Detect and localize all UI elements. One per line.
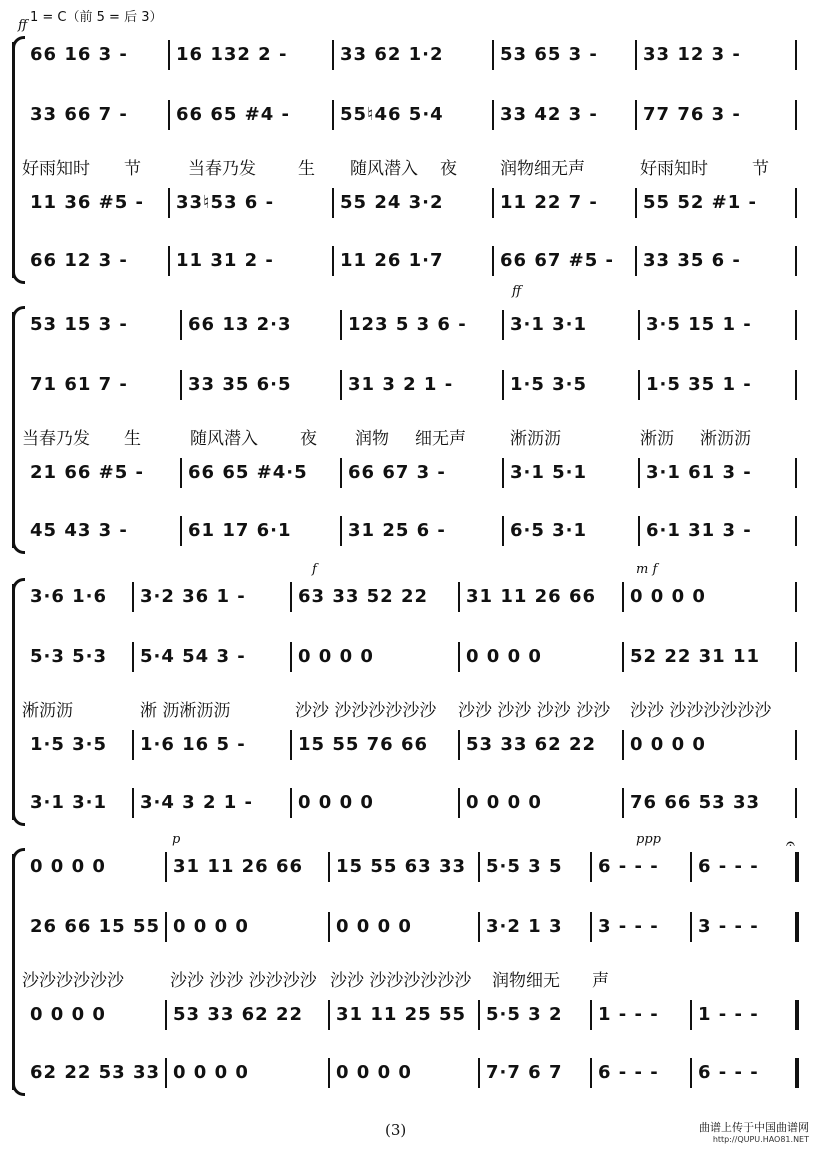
measure: 55 24 3·2	[340, 192, 444, 213]
barline	[458, 730, 460, 760]
measure: 66 12 3 -	[30, 250, 128, 271]
score-system	[0, 832, 813, 1098]
lyric-text: 沙沙 沙沙沙沙沙沙	[295, 701, 437, 721]
lyric-text: 沙沙沙沙沙沙	[22, 971, 124, 991]
barline	[795, 370, 797, 400]
barline	[328, 1058, 330, 1088]
measure: 0 0 0 0	[466, 646, 542, 667]
measure: 11 31 2 -	[176, 250, 274, 271]
barline	[458, 788, 460, 818]
watermark-url: http://QUPU.HAO81.NET	[712, 1135, 809, 1144]
lyric-text: 好雨知时	[640, 159, 708, 179]
measure: 66 65 #4·5	[188, 462, 308, 483]
barline	[328, 912, 330, 942]
lyrics-line	[0, 154, 813, 180]
staff-voice-1	[0, 852, 813, 882]
measure: 1·5 3·5	[510, 374, 588, 395]
lyric-text: 夜	[440, 159, 457, 179]
measure: 33 12 3 -	[643, 44, 741, 65]
measure: 53 33 62 22	[466, 734, 596, 755]
measure: 77 76 3 -	[643, 104, 741, 125]
barline	[690, 1058, 692, 1088]
measure: 5·4 54 3 -	[140, 646, 246, 667]
measure: 52 22 31 11	[630, 646, 760, 667]
measure: 66 67 3 -	[348, 462, 446, 483]
measure: 33 66 7 -	[30, 104, 128, 125]
barline	[590, 912, 592, 942]
score-system	[0, 562, 813, 828]
staff-voice-1	[0, 582, 813, 612]
barline	[290, 582, 292, 612]
lyric-text: 声	[592, 971, 609, 991]
barline	[795, 912, 799, 942]
staff-voice-3	[0, 730, 813, 760]
staff-voice-2	[0, 100, 813, 130]
measure: 53 15 3 -	[30, 314, 128, 335]
barline	[328, 852, 330, 882]
measure: 0 0 0 0	[466, 792, 542, 813]
barline	[180, 458, 182, 488]
barline	[795, 582, 797, 612]
lyric-text: 淅沥沥	[22, 701, 73, 721]
key-signature: 1 = C（前 5 = 后 3）	[30, 10, 163, 25]
barline	[590, 1058, 592, 1088]
barline	[132, 788, 134, 818]
barline	[165, 912, 167, 942]
barline	[622, 788, 624, 818]
barline	[795, 188, 797, 218]
measure: 5·3 5·3	[30, 646, 108, 667]
barline	[340, 458, 342, 488]
staff-voice-3	[0, 458, 813, 488]
measure: 1·5 3·5	[30, 734, 108, 755]
measure: 0 0 0 0	[630, 586, 706, 607]
measure: 11 22 7 -	[500, 192, 598, 213]
barline	[795, 788, 797, 818]
barline	[340, 516, 342, 546]
measure: 6 - - -	[698, 856, 759, 877]
barline	[290, 730, 292, 760]
barline	[795, 516, 797, 546]
staff-voice-4	[0, 516, 813, 546]
measure: 61 17 6·1	[188, 520, 292, 541]
measure: 0 0 0 0	[173, 1062, 249, 1083]
measure: 11 36 #5 -	[30, 192, 144, 213]
measure: 33♮53 6 -	[176, 192, 275, 213]
lyric-text: 当春乃发	[22, 429, 90, 449]
measure: 33 35 6·5	[188, 374, 292, 395]
measure: 1 - - -	[698, 1004, 759, 1025]
lyric-text: 节	[752, 159, 769, 179]
barline	[332, 100, 334, 130]
lyric-text: 夜	[300, 429, 317, 449]
barline	[180, 370, 182, 400]
page-number: (3)	[385, 1121, 407, 1139]
lyrics-line	[0, 424, 813, 450]
staff-voice-4	[0, 1058, 813, 1088]
barline	[638, 370, 640, 400]
measure: 3·1 3·1	[30, 792, 108, 813]
measure: 6·5 3·1	[510, 520, 588, 541]
barline	[622, 642, 624, 672]
measure: 55♮46 5·4	[340, 104, 444, 125]
barline	[168, 100, 170, 130]
barline	[132, 730, 134, 760]
measure: 7·7 6 7	[486, 1062, 563, 1083]
measure: 26 66 15 55	[30, 916, 160, 937]
barline	[635, 188, 637, 218]
lyric-text: 好雨知时	[22, 159, 90, 179]
barline	[165, 1058, 167, 1088]
barline	[132, 642, 134, 672]
measure: 31 11 25 55	[336, 1004, 466, 1025]
measure: 55 52 #1 -	[643, 192, 757, 213]
lyric-text: 沙沙 沙沙 沙沙沙沙	[170, 971, 317, 991]
barline	[478, 1000, 480, 1030]
dynamic-marking: p	[172, 832, 181, 847]
lyric-text: 润物细无声	[500, 159, 585, 179]
score-system	[0, 18, 813, 286]
measure: 66 13 2·3	[188, 314, 292, 335]
barline	[590, 852, 592, 882]
dynamic-marking: f	[312, 562, 317, 577]
measure: 3·4 3 2 1 -	[140, 792, 253, 813]
dynamic-marking: ff	[512, 284, 522, 299]
barline	[622, 582, 624, 612]
fermata-icon: 𝄐	[786, 834, 795, 853]
staff-voice-2	[0, 912, 813, 942]
barline	[332, 40, 334, 70]
barline	[340, 370, 342, 400]
barline	[795, 100, 797, 130]
measure: 3·2 1 3	[486, 916, 563, 937]
staff-voice-4	[0, 246, 813, 276]
barline	[492, 246, 494, 276]
staff-voice-3	[0, 188, 813, 218]
lyric-text: 随风潜入	[350, 159, 418, 179]
measure: 15 55 63 33	[336, 856, 466, 877]
barline	[492, 40, 494, 70]
barline	[502, 516, 504, 546]
barline	[180, 310, 182, 340]
barline	[332, 188, 334, 218]
barline	[340, 310, 342, 340]
measure: 71 61 7 -	[30, 374, 128, 395]
measure: 0 0 0 0	[630, 734, 706, 755]
lyric-text: 沙沙 沙沙沙沙沙沙	[630, 701, 772, 721]
lyric-text: 沙沙 沙沙沙沙沙沙	[330, 971, 472, 991]
measure: 0 0 0 0	[298, 792, 374, 813]
lyrics-line	[0, 966, 813, 992]
measure: 5·5 3 2	[486, 1004, 563, 1025]
measure: 31 11 26 66	[173, 856, 303, 877]
measure: 66 67 #5 -	[500, 250, 614, 271]
measure: 1·5 35 1 -	[646, 374, 752, 395]
barline	[795, 852, 799, 882]
measure: 15 55 76 66	[298, 734, 428, 755]
barline	[638, 516, 640, 546]
barline	[795, 1000, 799, 1030]
measure: 0 0 0 0	[30, 1004, 106, 1025]
measure: 45 43 3 -	[30, 520, 128, 541]
barline	[458, 642, 460, 672]
barline	[168, 188, 170, 218]
measure: 3·5 15 1 -	[646, 314, 752, 335]
measure: 33 42 3 -	[500, 104, 598, 125]
barline	[690, 1000, 692, 1030]
barline	[132, 582, 134, 612]
measure: 63 33 52 22	[298, 586, 428, 607]
lyric-text: 生	[124, 429, 141, 449]
lyric-text: 润物	[355, 429, 389, 449]
measure: 5·5 3 5	[486, 856, 563, 877]
measure: 62 22 53 33	[30, 1062, 160, 1083]
lyric-text: 细无声	[415, 429, 466, 449]
barline	[795, 310, 797, 340]
staff-voice-1	[0, 40, 813, 70]
measure: 6·1 31 3 -	[646, 520, 752, 541]
barline	[690, 852, 692, 882]
barline	[168, 40, 170, 70]
measure: 3 - - -	[598, 916, 659, 937]
measure: 3·2 36 1 -	[140, 586, 246, 607]
barline	[622, 730, 624, 760]
lyric-text: 沙沙 沙沙 沙沙 沙沙	[458, 701, 611, 721]
lyric-text: 淅 沥淅沥沥	[140, 701, 231, 721]
barline	[638, 458, 640, 488]
barline	[328, 1000, 330, 1030]
measure: 1 - - -	[598, 1004, 659, 1025]
dynamic-marking: m f	[636, 562, 658, 577]
measure: 3·1 5·1	[510, 462, 588, 483]
measure: 3·1 61 3 -	[646, 462, 752, 483]
barline	[168, 246, 170, 276]
staff-voice-2	[0, 370, 813, 400]
barline	[590, 1000, 592, 1030]
barline	[180, 516, 182, 546]
lyric-text: 生	[298, 159, 315, 179]
barline	[795, 1058, 799, 1088]
measure: 123 5 3 6 -	[348, 314, 467, 335]
lyric-text: 淅沥沥	[700, 429, 751, 449]
measure: 11 26 1·7	[340, 250, 444, 271]
measure: 33 35 6 -	[643, 250, 741, 271]
measure: 6 - - -	[698, 1062, 759, 1083]
measure: 31 25 6 -	[348, 520, 446, 541]
barline	[492, 188, 494, 218]
score-system	[0, 284, 813, 556]
measure: 53 65 3 -	[500, 44, 598, 65]
barline	[165, 852, 167, 882]
barline	[795, 40, 797, 70]
barline	[492, 100, 494, 130]
lyrics-line	[0, 696, 813, 722]
measure: 33 62 1·2	[340, 44, 444, 65]
measure: 76 66 53 33	[630, 792, 760, 813]
barline	[502, 310, 504, 340]
measure: 3·1 3·1	[510, 314, 588, 335]
lyric-text: 润物细无	[492, 971, 560, 991]
measure: 66 16 3 -	[30, 44, 128, 65]
measure: 1·6 16 5 -	[140, 734, 246, 755]
measure: 53 33 62 22	[173, 1004, 303, 1025]
barline	[795, 246, 797, 276]
measure: 3 - - -	[698, 916, 759, 937]
measure: 6 - - -	[598, 1062, 659, 1083]
dynamic-marking: ppp	[636, 832, 661, 847]
watermark	[699, 1122, 809, 1146]
watermark-text: 曲谱上传于中国曲谱网	[699, 1121, 809, 1134]
barline	[478, 852, 480, 882]
barline	[165, 1000, 167, 1030]
measure: 31 11 26 66	[466, 586, 596, 607]
measure: 0 0 0 0	[336, 916, 412, 937]
lyric-text: 当春乃发	[188, 159, 256, 179]
lyric-text: 随风潜入	[190, 429, 258, 449]
lyric-text: 淅沥	[640, 429, 674, 449]
barline	[290, 788, 292, 818]
barline	[332, 246, 334, 276]
measure: 3·6 1·6	[30, 586, 108, 607]
dynamic-marking: ff	[18, 18, 28, 33]
lyric-text: 淅沥沥	[510, 429, 561, 449]
staff-voice-1	[0, 310, 813, 340]
measure: 6 - - -	[598, 856, 659, 877]
barline	[690, 912, 692, 942]
barline	[635, 100, 637, 130]
measure: 0 0 0 0	[336, 1062, 412, 1083]
barline	[478, 1058, 480, 1088]
measure: 66 65 #4 -	[176, 104, 290, 125]
measure: 31 3 2 1 -	[348, 374, 454, 395]
barline	[635, 246, 637, 276]
staff-voice-3	[0, 1000, 813, 1030]
barline	[458, 582, 460, 612]
barline	[478, 912, 480, 942]
measure: 21 66 #5 -	[30, 462, 144, 483]
barline	[795, 730, 797, 760]
measure: 0 0 0 0	[30, 856, 106, 877]
barline	[502, 370, 504, 400]
barline	[635, 40, 637, 70]
barline	[795, 458, 797, 488]
staff-voice-2	[0, 642, 813, 672]
barline	[502, 458, 504, 488]
measure: 0 0 0 0	[298, 646, 374, 667]
barline	[290, 642, 292, 672]
lyric-text: 节	[124, 159, 141, 179]
barline	[638, 310, 640, 340]
barline	[795, 642, 797, 672]
measure: 0 0 0 0	[173, 916, 249, 937]
staff-voice-4	[0, 788, 813, 818]
measure: 16 132 2 -	[176, 44, 288, 65]
